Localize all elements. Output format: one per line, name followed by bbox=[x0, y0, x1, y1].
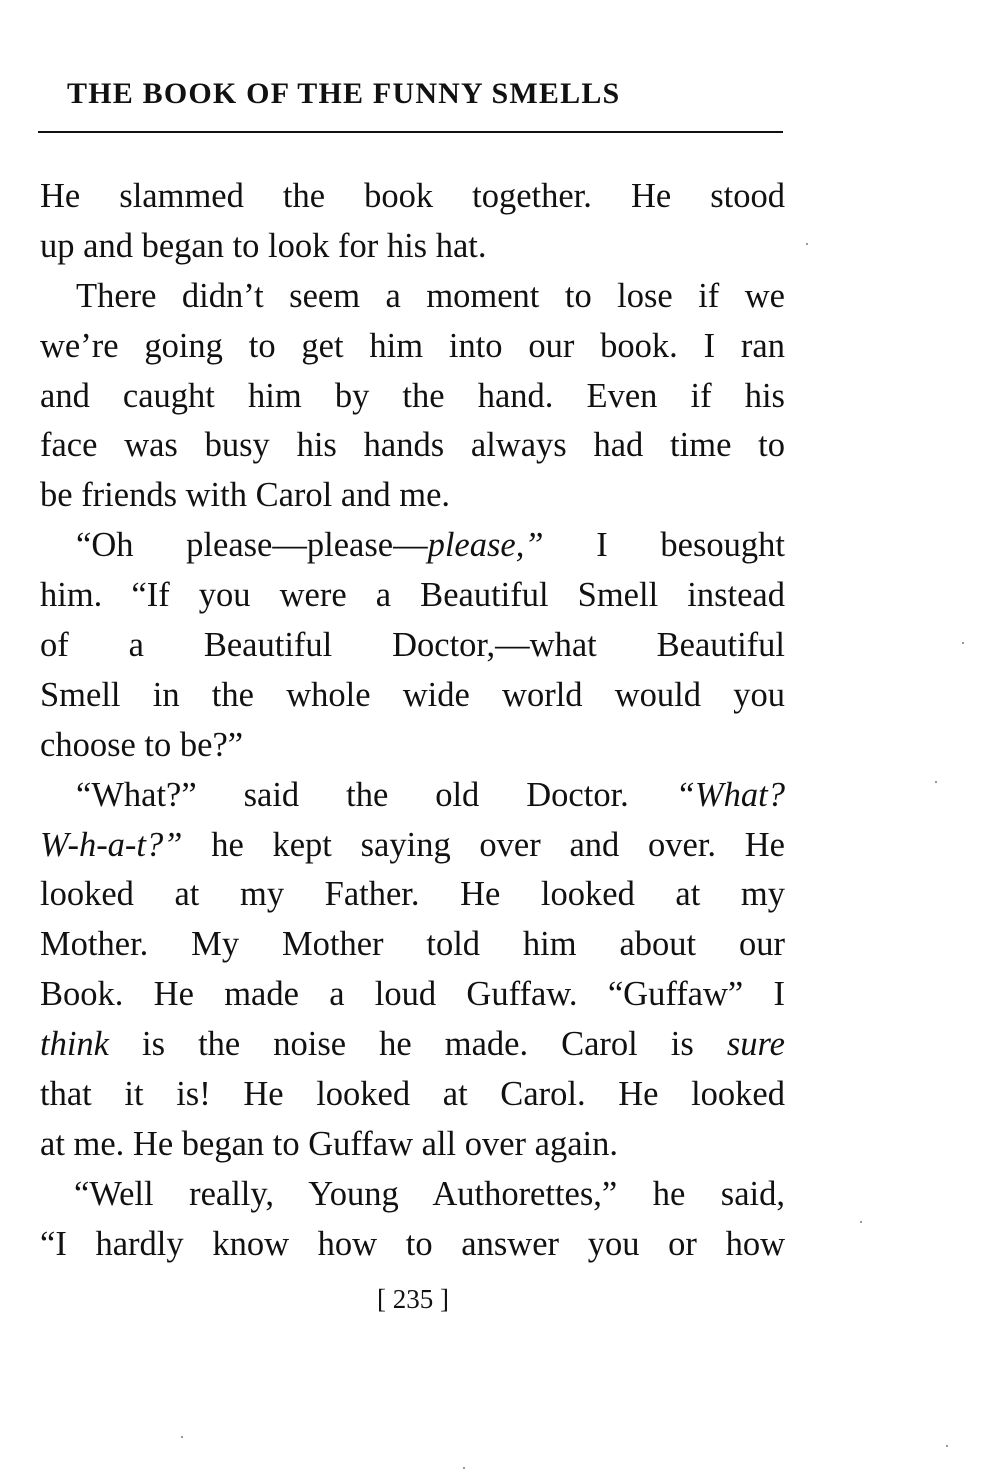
scan-speck bbox=[181, 1436, 183, 1438]
text-run: I besought bbox=[543, 526, 785, 565]
text-line: him. “If you were a Beautiful Smell instead bbox=[40, 576, 785, 615]
text-line: choose to be?” bbox=[40, 725, 244, 764]
text-line: face was busy his hands always had time to bbox=[40, 426, 785, 465]
scan-speck bbox=[463, 1467, 465, 1469]
italic-run: sure bbox=[726, 1025, 785, 1064]
text-line: looked at my Father. He looked at my bbox=[40, 875, 785, 914]
scan-speck bbox=[962, 642, 964, 644]
italic-run: W-h-a-t?” bbox=[40, 825, 183, 864]
text-line bbox=[40, 1020, 785, 1070]
italic-run: think bbox=[40, 1025, 109, 1064]
text-run: he kept saying over and over. He bbox=[182, 825, 785, 864]
text-line: we’re going to get him into our book. I ran bbox=[40, 326, 785, 365]
text-line: He slammed the book together. He stood bbox=[40, 177, 785, 215]
scan-speck bbox=[860, 1221, 862, 1223]
italic-run: “What? bbox=[675, 775, 785, 814]
text-line: at me. He began to Guffaw all over again. bbox=[40, 1124, 618, 1163]
text-line: Book. He made a loud Guffaw. “Guffaw” I bbox=[40, 975, 785, 1014]
running-head: THE BOOK OF THE FUNNY SMELLS bbox=[67, 77, 621, 110]
text-run: “What?” said the old Doctor. bbox=[76, 775, 676, 814]
italic-run: please,” bbox=[427, 526, 544, 565]
text-line: Mother. My Mother told him about our bbox=[40, 925, 785, 964]
scan-speck bbox=[935, 781, 937, 783]
text-line: that it is! He looked at Carol. He looked bbox=[40, 1075, 785, 1114]
text-line: and caught him by the hand. Even if his bbox=[40, 376, 785, 415]
scan-speck bbox=[946, 1445, 948, 1447]
text-line: up and began to look for his hat. bbox=[40, 226, 487, 265]
text-line: “Well really, Young Authorettes,” he said, bbox=[74, 1174, 785, 1213]
page-number: [ 235 ] bbox=[377, 1284, 449, 1314]
text-line: “I hardly know how to answer you or how bbox=[40, 1224, 785, 1263]
text-line bbox=[40, 821, 785, 871]
text-line bbox=[40, 521, 785, 571]
text-run: is the noise he made. Carol is bbox=[108, 1025, 727, 1064]
text-line: Smell in the whole wide world would you bbox=[40, 675, 785, 714]
scan-speck bbox=[806, 243, 808, 245]
text-line bbox=[40, 771, 785, 821]
header-rule bbox=[38, 131, 783, 133]
text-line: There didn’t seem a moment to lose if we bbox=[76, 276, 785, 315]
text-run: “Oh please—please— bbox=[76, 526, 428, 565]
text-line: of a Beautiful Doctor,—what Beautiful bbox=[40, 626, 785, 665]
text-line: be friends with Carol and me. bbox=[40, 476, 451, 515]
body-text bbox=[40, 172, 785, 1270]
